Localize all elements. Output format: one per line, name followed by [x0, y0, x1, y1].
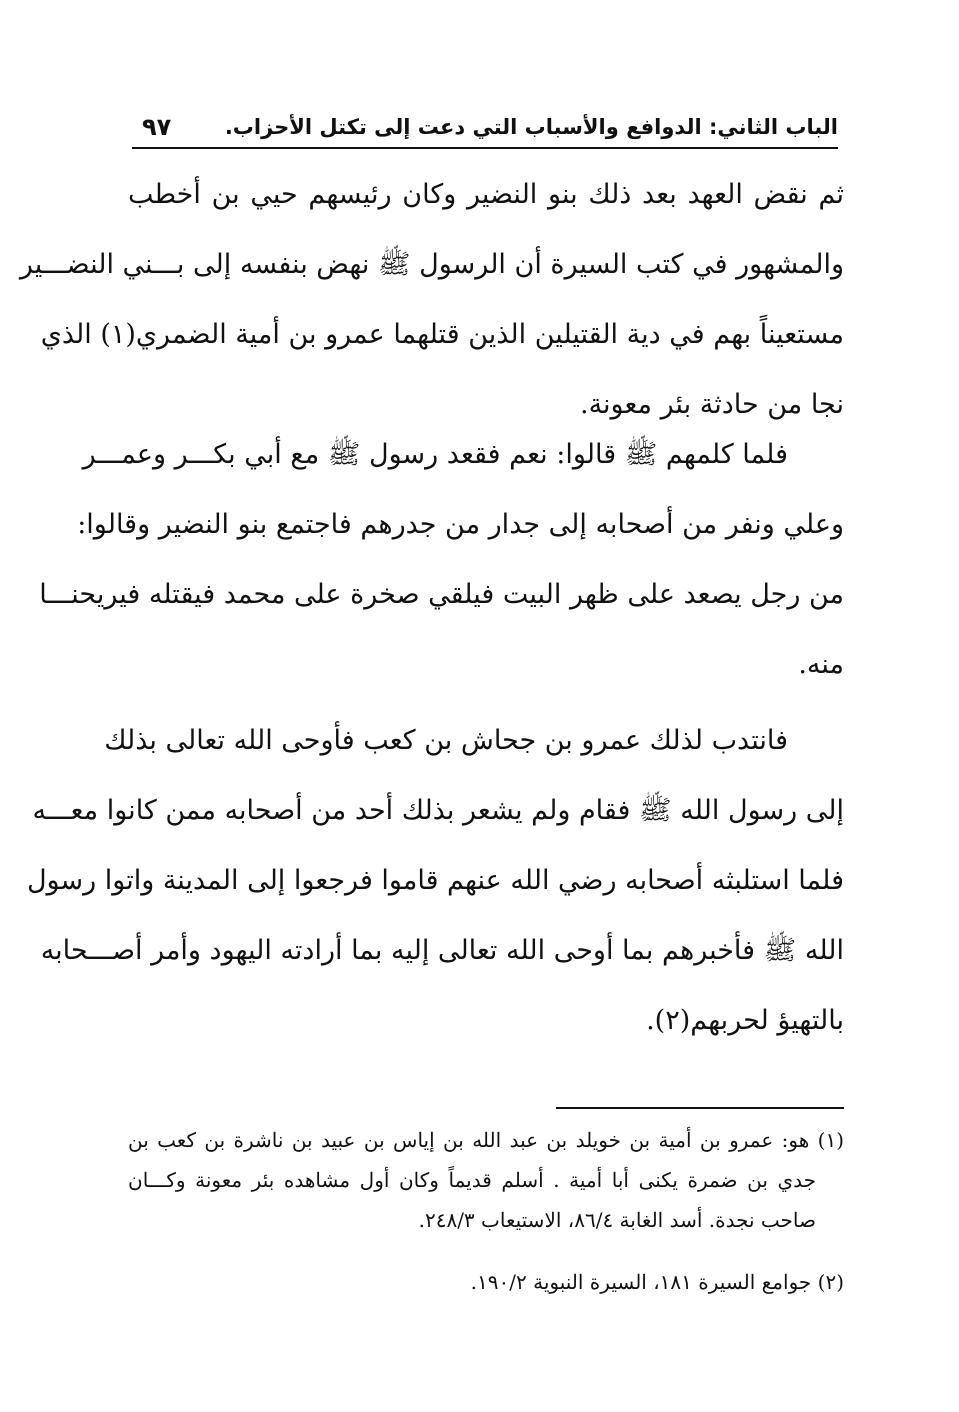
- chapter-title: الباب الثاني: الدوافع والأسباب التي دعت إلى تكتل الأحزاب.: [224, 115, 838, 139]
- paragraph-1: [19, 160, 844, 440]
- text-line: إلى رسول الله ﷺ فقام ولم يشعر بذلك أحد من أصحابه ممن كانوا معـــه: [32, 795, 844, 826]
- text-line: مستعيناً بهم في دية القتيلين الذين قتلهما عمرو بن أمية الضمري(١) الذي: [40, 319, 844, 350]
- footnote-line: صاحب نجدة. أسد الغابة ٨٦/٤، الاستيعاب ٢٤٨/٣.: [418, 1208, 816, 1232]
- page-number: ٩٧: [142, 113, 172, 141]
- text-line: وعلي ونفر من أصحابه إلى جدار من جدرهم فاجتمع بنو النضير وقالوا:: [77, 509, 844, 540]
- text-line: فلما استلبثه أصحابه رضي الله عنهم قاموا فرجعوا إلى المدينة واتوا رسول: [26, 865, 844, 896]
- text-line: فلما كلمهم ﷺ قالوا: نعم فقعد رسول ﷺ مع أبي بكـــر وعمـــر: [82, 439, 788, 470]
- paragraph-3: [26, 706, 844, 1056]
- footnote-line: (١) هو: عمرو بن أمية بن خويلد بن عبد الله بن إياس بن عبيد بن ناشرة بن كعب بن: [128, 1128, 844, 1152]
- text-line: نجا من حادثة بئر معونة.: [579, 389, 844, 420]
- text-line: والمشهور في كتب السيرة أن الرسول ﷺ نهض بنفسه إلى بـــني النضـــير: [19, 249, 844, 280]
- text-line: ثم نقض العهد بعد ذلك بنو النضير وكان رئيسهم حيي بن أخطب: [128, 179, 844, 210]
- footnote-line: جدي بن ضمرة يكنى أبا أمية . أسلم قديماً وكان أول مشاهده بئر معونة وكـــان: [128, 1168, 816, 1192]
- header-rule: [132, 147, 838, 149]
- text-line: بالتهيؤ لحربهم(٢).: [646, 1005, 844, 1036]
- footnote-1: [128, 1120, 844, 1240]
- text-line: فانتدب لذلك عمرو بن جحاش بن كعب فأوحى الله تعالى بذلك: [104, 725, 788, 756]
- footnote-line: (٢) جوامع السيرة ١٨١، السيرة النبوية ١٩٠/٢.: [470, 1270, 844, 1294]
- footnote-2: [128, 1262, 844, 1302]
- running-header: [132, 112, 838, 142]
- text-line: منه.: [798, 649, 844, 680]
- text-line: من رجل يصعد على ظهر البيت فيلقي صخرة على محمد فيقتله فيريحنـــا: [39, 579, 844, 610]
- paragraph-2: [39, 420, 844, 700]
- text-line: الله ﷺ فأخبرهم بما أوحى الله تعالى إليه بما أرادته اليهود وأمر أصـــحابه: [40, 935, 844, 966]
- footnote-separator: [556, 1107, 844, 1109]
